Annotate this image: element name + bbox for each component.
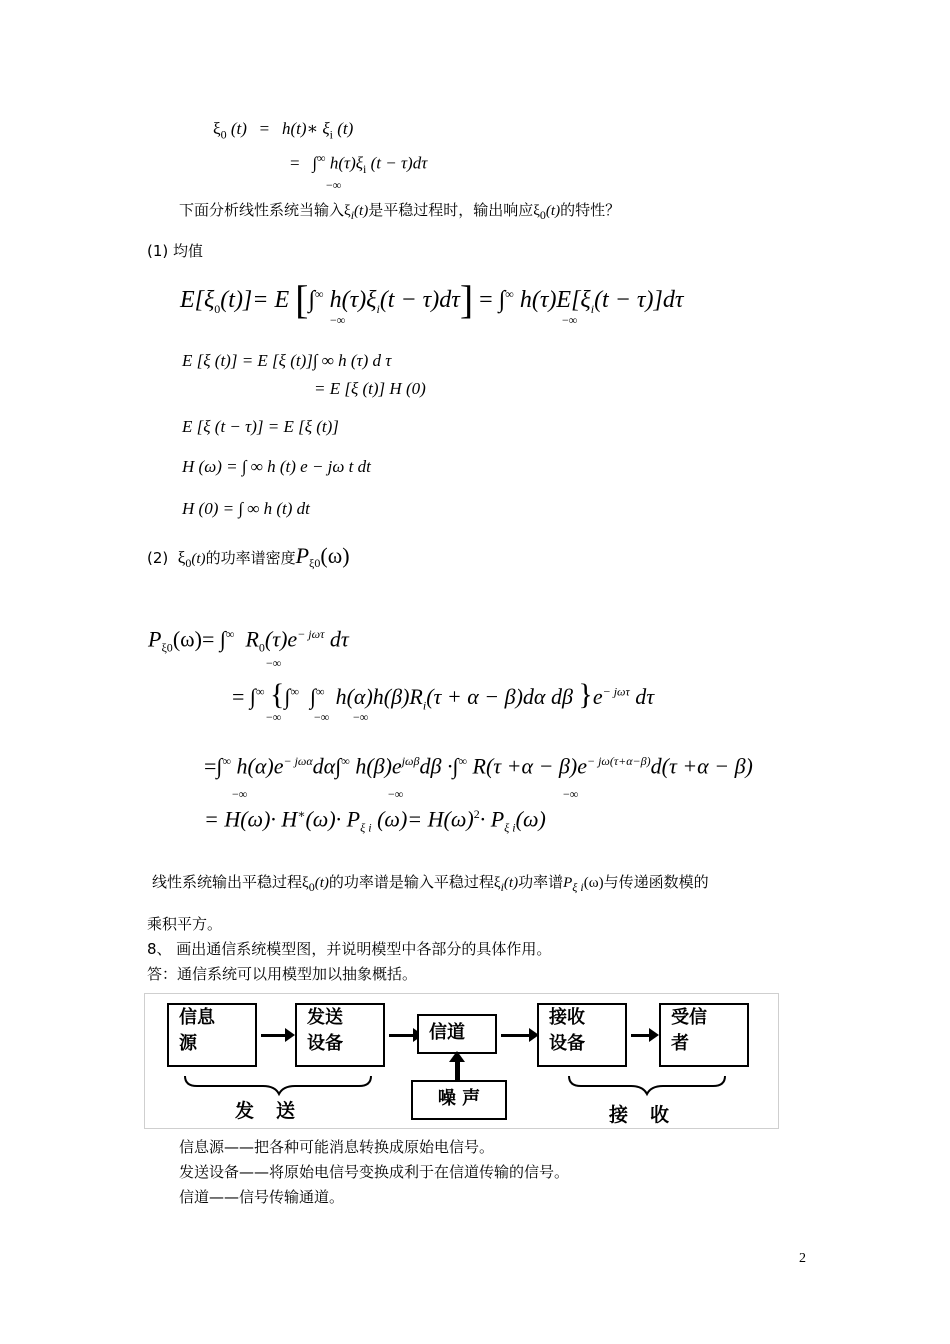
box-information-source: 信息 源 xyxy=(167,1003,257,1067)
psd-l3-lower-c: −∞ xyxy=(563,787,579,801)
desc-transmitter: 发送设备——将原始电信号变换成利于在信道传输的信号。 xyxy=(179,1163,570,1181)
psd-l3-lower-b: −∞ xyxy=(388,787,404,801)
mean-int2-lower: −∞ xyxy=(562,313,578,327)
section-2-heading: (2) $\xi_0(t)$的功率谱密度$P_{\xi 0}(\omega)$ xyxy=(147,543,350,570)
psd-l2-lower-b: −∞ xyxy=(314,710,330,724)
mean-line-5: H (0) = ∫ ∞ h (t) dt xyxy=(182,499,310,518)
communication-model-diagram xyxy=(144,993,779,1129)
mean-line-4: H (ω) = ∫ ∞ h (t) e − jω t dt xyxy=(182,457,371,476)
mean-line-2: = E [ξ (t)] H (0) xyxy=(314,379,426,398)
section-1-label: (1) 均值 xyxy=(147,242,204,260)
box-sink: 受信 者 xyxy=(659,1003,749,1067)
psd-l1-lower: −∞ xyxy=(266,656,282,670)
psd-line-4: = $H(\omega)\cdot H^∗(\omega)\cdot P_{\xi i}$ $(\omega)= H(\omega)^2\cdot P_{\xi i}(\omega)$ xyxy=(204,806,546,835)
psd-line-3: =∫∞ $h(\alpha)e^{- j\omega\alpha}d\alpha\int^\infty$ $h(\beta)e^{j\omega\beta}d\beta \cdot\int^\infty$ $R(\tau +\alpha - \beta)e^{- j\omega(\tau+\alpha-\beta)}d(\tau +\alpha - \beta)$ xyxy=(204,753,753,779)
desc-source: 信息源——把各种可能消息转换成原始电信号。 xyxy=(179,1138,495,1156)
question-8: 8、 画出通信系统模型图，并说明模型中各部分的具体作用。 xyxy=(147,940,552,958)
desc-channel: 信道——信号传输通道。 xyxy=(179,1188,345,1206)
mean-line-3: E [ξ (t − τ)] = E [ξ (t)] xyxy=(182,417,339,436)
psd-line-2: = ∫∞ {∫∞ ∫∞ $h(\alpha)h(\beta)R_i(\tau + \alpha - \beta)d\alpha$ dβ }$e^{- j\omega\tau}$ dτ xyxy=(232,678,655,713)
psd-l3-lower-a: −∞ xyxy=(232,787,248,801)
eq1-line2-lower-limit: −∞ xyxy=(326,178,342,192)
label-receive: 接收 xyxy=(609,1104,692,1126)
page-number: 2 xyxy=(799,1251,806,1266)
mean-line-1: E [ξ (t)] = E [ξ (t)]∫ ∞ h (τ) d τ xyxy=(182,351,392,370)
box-channel: 信道 xyxy=(417,1014,497,1054)
box-receiver: 接收 设备 xyxy=(537,1003,627,1067)
box-transmitter: 发送 设备 xyxy=(295,1003,385,1067)
intro-text: 下面分析线性系统当输入$\xi_i(t)$是平稳过程时，输出响应$\xi_0(t)$的特性？ xyxy=(179,201,621,222)
label-send: 发送 xyxy=(235,1100,318,1122)
psd-l2-lower-c: −∞ xyxy=(353,710,369,724)
eq1-line2: = ∫∞ $h(\tau)\xi_i$ (t − τ)dτ xyxy=(290,151,428,177)
box-noise: 噪 声 xyxy=(411,1080,507,1120)
conclusion-line-1: 线性系统输出平稳过程$\xi_0(t)$的功率谱是输入平稳过程$\xi_i(t)$功率谱$P_{\xi i}(\omega)$与传递函数模的 xyxy=(152,873,709,894)
eq1-line1: $\xi_0$ (t) = h(t)∗ $\xi_i$ (t) xyxy=(213,119,354,142)
conclusion-line-2: 乘积平方。 xyxy=(147,915,223,933)
psd-l2-lower-a: −∞ xyxy=(266,710,282,724)
answer-intro: 答：通信系统可以用模型加以抽象概括。 xyxy=(147,965,418,983)
psd-line-1: $P_{\xi 0}(\omega)= \int^\infty$ $R_0(\tau)e^{- j\omega\tau}$ dτ xyxy=(148,626,349,655)
mean-int1-lower: −∞ xyxy=(330,313,346,327)
mean-equation: $E[\xi_0(t)]= E$ [∫∞ $h(\tau)\xi_i(t - \tau)d\tau] = \int^\infty$ $h(\tau)E[\xi_i(t - \tau)]d\tau$ xyxy=(180,277,684,322)
